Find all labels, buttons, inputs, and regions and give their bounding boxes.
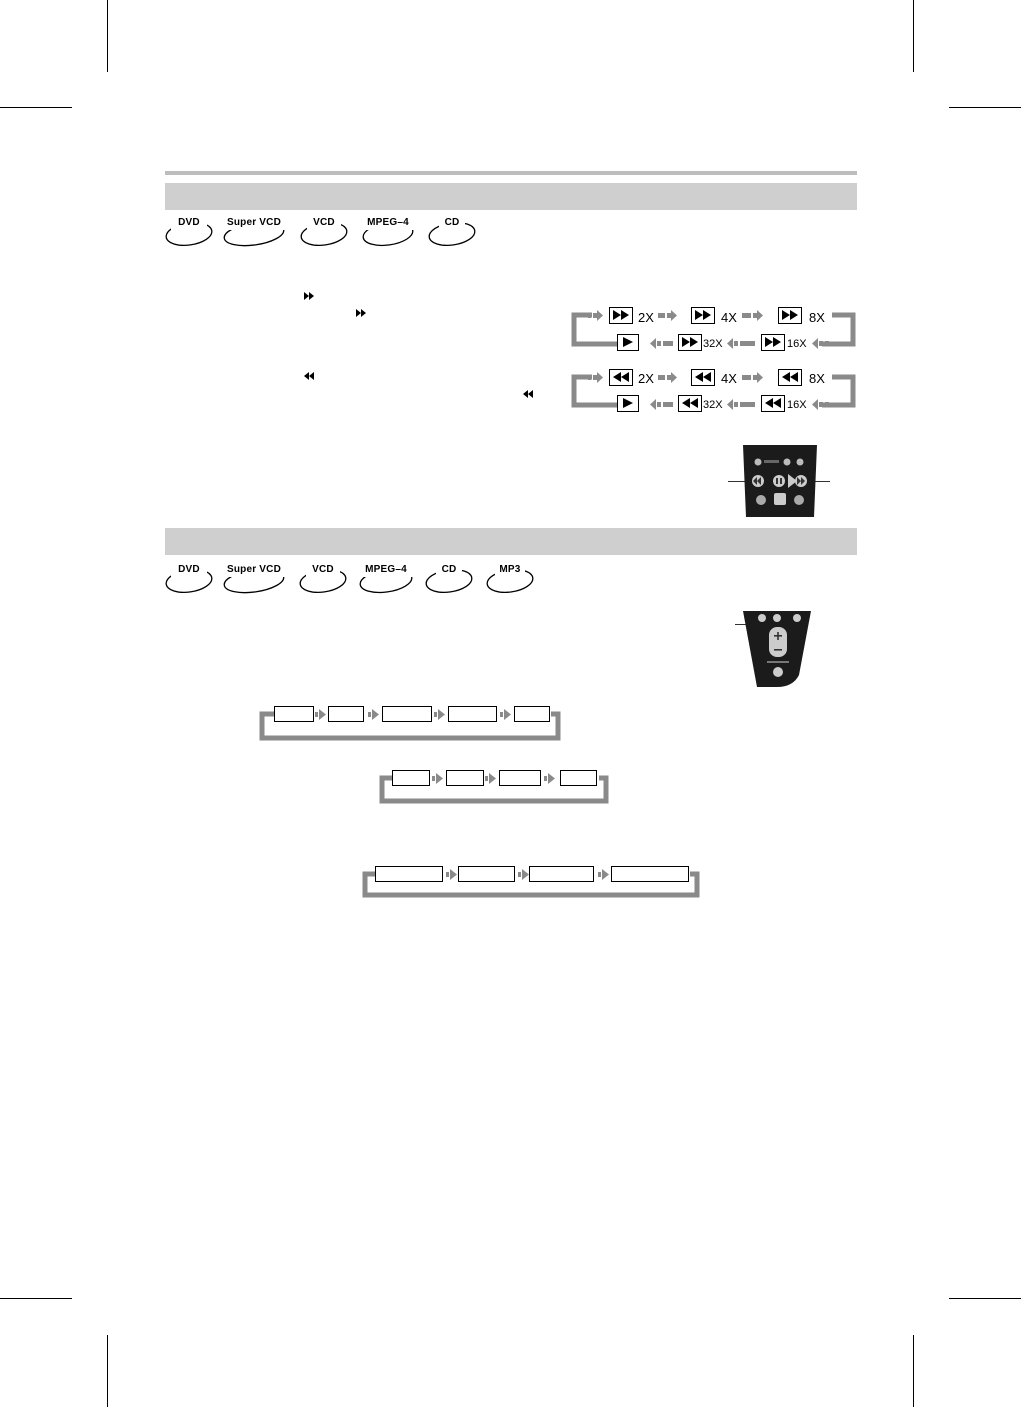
speed-label: 2X: [638, 310, 654, 325]
fast-forward-icon: [778, 307, 802, 324]
header-rule: [165, 171, 857, 175]
disc-label: VCD: [313, 217, 335, 228]
rewind-speed-diagram: [570, 365, 860, 417]
remote-volume-illustration: [737, 611, 813, 689]
disc-label: DVD: [178, 564, 200, 575]
rewind-icon: [761, 395, 785, 412]
crop-mark: [949, 1298, 1021, 1299]
disc-badge: [221, 563, 287, 595]
mode-box: [499, 770, 541, 786]
mode-box: [448, 706, 497, 722]
remote-transport-illustration: [741, 445, 819, 517]
mode-box: [446, 770, 484, 786]
disc-badge: [427, 216, 477, 248]
fast-forward-icon: [304, 292, 315, 300]
fast-forward-icon: [678, 334, 702, 351]
crop-mark: [913, 0, 914, 72]
mode-box: [560, 770, 597, 786]
rewind-icon: [523, 390, 534, 398]
mode-box: [458, 866, 515, 882]
cycle-diagram: [378, 768, 614, 808]
fast-forward-icon: [356, 309, 367, 317]
disc-badge: [485, 563, 535, 595]
disc-badge: [424, 563, 474, 595]
speed-label: 16X: [787, 338, 807, 350]
crop-mark: [0, 107, 72, 108]
disc-label: VCD: [312, 564, 334, 575]
crop-mark: [107, 0, 108, 72]
rewind-icon: [609, 369, 633, 386]
mode-box: [611, 866, 689, 882]
disc-badge: [221, 216, 287, 248]
mode-box: [392, 770, 430, 786]
disc-label: Super VCD: [226, 564, 282, 575]
speed-label: 32X: [703, 399, 723, 411]
disc-badge: [360, 216, 416, 248]
crop-mark: [107, 1335, 108, 1407]
crop-mark: [0, 1298, 72, 1299]
speed-label: 4X: [721, 310, 737, 325]
ff-speed-diagram: [570, 304, 860, 356]
crop-mark: [913, 1335, 914, 1407]
mode-box: [274, 706, 314, 722]
disc-label: Super VCD: [226, 217, 282, 228]
rewind-icon: [778, 369, 802, 386]
cycle-diagram: [258, 705, 566, 745]
disc-badge: [299, 216, 349, 248]
disc-badge: [165, 216, 213, 248]
disc-label: MP3: [499, 564, 521, 575]
play-icon: [617, 334, 639, 351]
speed-label: 16X: [787, 399, 807, 411]
mode-box: [529, 866, 594, 882]
speed-label: 32X: [703, 338, 723, 350]
rewind-icon: [691, 369, 715, 386]
fast-forward-icon: [691, 307, 715, 324]
disc-label: CD: [444, 217, 460, 228]
disc-badge: [298, 563, 348, 595]
mode-box: [382, 706, 432, 722]
disc-badge: [165, 563, 213, 595]
rewind-icon: [678, 395, 702, 412]
section-header-band: [165, 528, 857, 555]
disc-label: CD: [441, 564, 457, 575]
speed-label: 2X: [638, 371, 654, 386]
disc-label: MPEG–4: [367, 217, 409, 228]
disc-label: DVD: [178, 217, 200, 228]
rewind-icon: [304, 372, 315, 380]
mode-box: [328, 706, 364, 722]
play-icon: [617, 395, 639, 412]
speed-label: 8X: [809, 310, 825, 325]
speed-label: 4X: [721, 371, 737, 386]
disc-label: MPEG–4: [365, 564, 407, 575]
cycle-diagram: [360, 864, 704, 904]
mode-box: [514, 706, 550, 722]
fast-forward-icon: [609, 307, 633, 324]
disc-badge: [357, 563, 415, 595]
fast-forward-icon: [761, 334, 785, 351]
mode-box: [375, 866, 443, 882]
speed-label: 8X: [809, 371, 825, 386]
section-header-band: [165, 183, 857, 210]
crop-mark: [949, 107, 1021, 108]
